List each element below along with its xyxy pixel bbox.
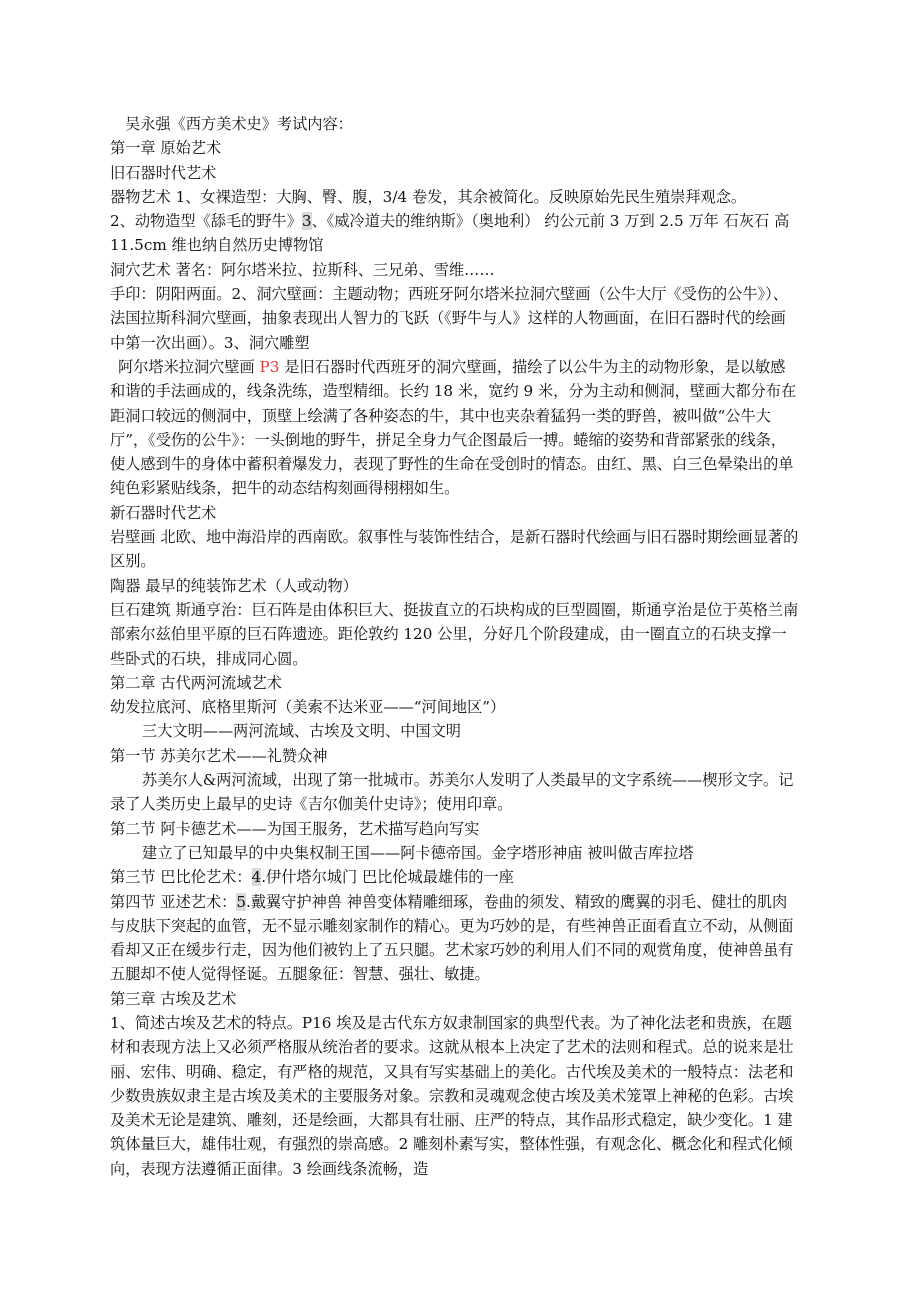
section-3-text-b: .伊什塔尔城门 巴比伦城最雄伟的一座	[261, 868, 514, 887]
section-3-text-a: 第三节 巴比伦艺术：	[110, 868, 252, 887]
paleolithic-heading: 旧石器时代艺术	[110, 163, 217, 182]
civilizations-paragraph: 三大文明——两河流域、古埃及文明、中国文明	[142, 722, 461, 741]
section-4-paragraph	[110, 890, 800, 987]
section-4-text-a: 第四节 亚述艺术：	[110, 892, 237, 911]
akkad-paragraph: 建立了已知最早的中央集权制王国——阿卡德帝国。金字塔形神庙 被叫做吉库拉塔	[142, 843, 694, 862]
altamira-text-a: 阿尔塔米拉洞穴壁画	[118, 357, 260, 376]
chapter-2-heading: 第二章 古代两河流域艺术	[110, 673, 282, 692]
sumer-paragraph: 苏美尔人&两河流域，出现了第一批城市。苏美尔人发明了人类最早的文字系统——楔形文字。记录了人类历史上最早的史诗《吉尔伽美什史诗》；使用印章。	[110, 771, 794, 814]
section-3-heading	[110, 865, 800, 889]
doc-title: 吴永强《西方美术史》考试内容：	[125, 115, 353, 133]
animal-text-a: 2、动物造型《舔毛的野牛》	[110, 212, 302, 231]
neolithic-heading: 新石器时代艺术	[110, 503, 217, 522]
chapter-3-heading: 第三章 古埃及艺术	[110, 989, 237, 1008]
altamira-text-b: 是旧石器时代西班牙的洞穴壁画，描绘了以公牛为主的动物形象，是以敏感和谐的手法画成的，线条洗练，造型精细。长约 18 米，宽约 9 米，分为主动和侧洞，壁画大都分布在距洞口较远的侧洞中，顶壁上绘满了各种姿态的牛，其中也夹杂着猛犸一类的野兽，被叫做“公牛大厅”，《受伤的公牛》：一头倒地的野牛，拼足全身力气企图最后一搏。蜷缩的姿势和背部紧张的线条，使人感到牛的身体中蓄积着爆发力，表现了野性的生命在受创时的情态。由红、黑、白三色晕染出的单纯色彩紧贴线条，把牛的动态结构刻画得栩栩如生。	[110, 357, 797, 498]
vessel-art-paragraph: 器物艺术 1、女裸造型：大胸、臀、腹，3/4 卷发，其余被简化。反映原始先民生殖崇拜观念。	[110, 187, 747, 206]
animal-figure-paragraph	[110, 209, 800, 258]
section-4-text-b: .戴翼守护神兽 神兽变体精雕细琢，卷曲的须发、精致的鹰翼的羽毛、健壮的肌肉与皮肤下突起的血管，无不显示雕刻家制作的精心。更为巧妙的是，有些神兽正面看直立不动，从侧面看却又正在缓步行走，因为他们被钓上了五只腿。艺术家巧妙的利用人们不同的观赏角度，使神兽虽有五腿却不使人觉得怪诞。五腿象征：智慧、强壮、敏捷。	[110, 892, 794, 984]
section-1-heading: 第一节 苏美尔艺术——礼赞众神	[110, 746, 328, 765]
highlight-number-3: 3	[301, 212, 312, 231]
pottery-paragraph: 陶器 最早的纯装饰艺术（人或动物）	[110, 576, 358, 595]
megalith-paragraph: 巨石建筑 斯通亨治：巨石阵是由体积巨大、挺拔直立的石块构成的巨型圆圈，斯通亨治是位于英格兰南部索尔兹伯里平原的巨石阵遗迹。距伦敦约 120 公里，分好几个阶段建成，由一圈直立的石块支撑一些卧式的石块，排成同心圆。	[110, 600, 799, 668]
cave-art-paragraph: 洞穴艺术 著名：阿尔塔米拉、拉斯科、三兄弟、雪维……	[110, 260, 495, 279]
document-body	[110, 112, 800, 1181]
egypt-paragraph: 1、简述古埃及艺术的特点。P16 埃及是古代东方奴隶制国家的典型代表。为了神化法老和贵族，在题材和表现方法上又必须严格服从统治者的要求。这就从根本上决定了艺术的法则和程式。总的说来是壮丽、宏伟、明确、稳定，有严格的规范，又具有写实基础上的美化。古代埃及美术的一般特点：法老和少数贵族奴隶主是古埃及美术的主要服务对象。宗教和灵魂观念使古埃及美术笼罩上神秘的色彩。古埃及美术无论是建筑、雕刻，还是绘画，大都具有壮丽、庄严的特点，其作品形式稳定，缺少变化。1 建筑体量巨大，雄伟壮观，有强烈的崇高感。2 雕刻朴素写实，整体性强，有观念化、概念化和程式化倾向，表现方法遵循正面律。3 绘画线条流畅，造	[110, 1013, 794, 1178]
page-ref-p3: P3	[259, 357, 280, 376]
altamira-paragraph	[110, 355, 800, 501]
animal-text-b: 、《威冷道夫的维纳斯》（奥地利） 约公元前 3 万到 2.5 万年 石灰石 高 11.5cm 维也纳自然历史博物馆	[110, 212, 790, 255]
section-2-heading: 第二节 阿卡德艺术——为国王服务，艺术描写趋向写实	[110, 819, 480, 838]
highlight-number-5: 5	[236, 892, 246, 911]
rivers-paragraph: 幼发拉底河、底格里斯河（美索不达米亚——“河间地区”）	[110, 698, 506, 717]
rock-painting-paragraph: 岩壁画 北欧、地中海沿岸的西南欧。叙事性与装饰性结合，是新石器时代绘画与旧石器时期绘画显著的区别。	[110, 528, 799, 571]
handprint-paragraph: 手印：阴阳两面。2、洞穴壁画：主题动物；西班牙阿尔塔米拉洞穴壁画（公牛大厅《受伤的公牛》）、法国拉斯科洞穴壁画，抽象表现出人智力的飞跃（《野牛与人》这样的人物画面，在旧石器时代的绘画中第一次出画）。3、洞穴雕塑	[110, 285, 788, 352]
highlight-number-4: 4	[251, 868, 262, 887]
chapter-1-heading: 第一章 原始艺术	[110, 139, 222, 158]
